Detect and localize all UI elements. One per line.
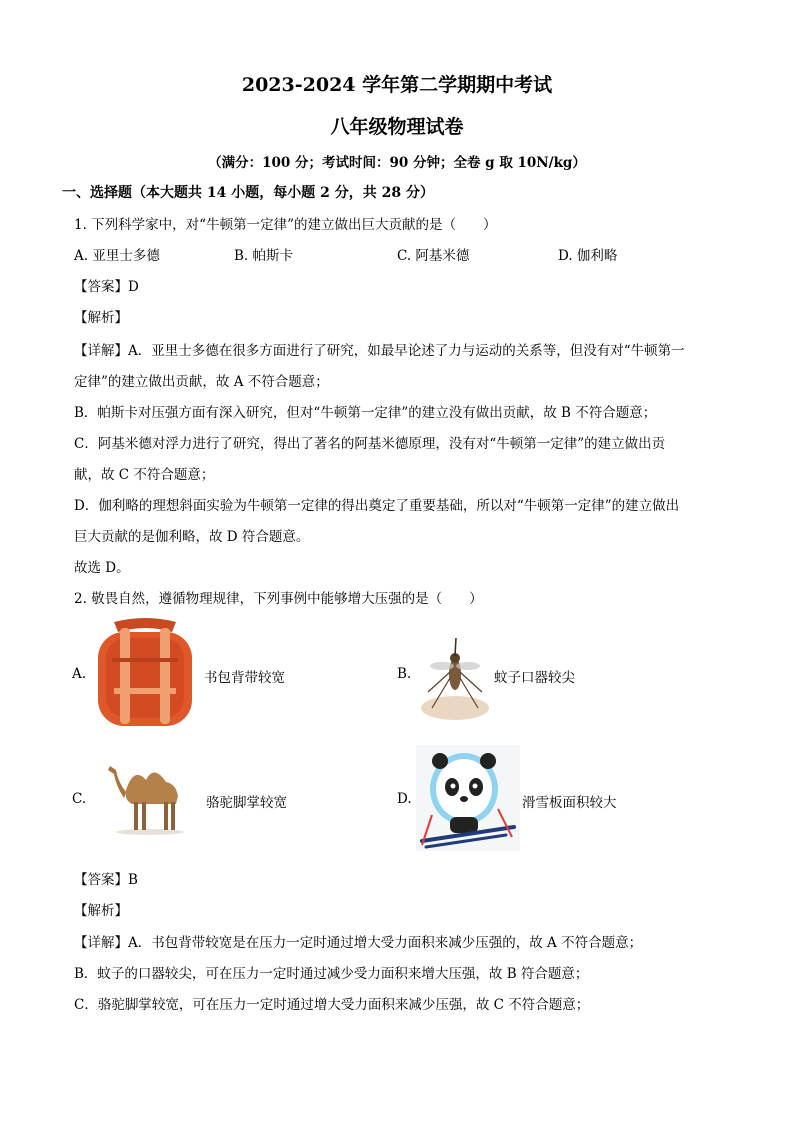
q2-option-a-caption: 书包背带较宽 <box>204 670 285 686</box>
q1-detail-line: D．伽利略的理想斜面实验为牛顿第一定律的得出奠定了重要基础，所以对“牛顿第一定律”的建立做出 <box>74 498 680 514</box>
q2-option-b-letter: B. <box>397 666 412 682</box>
q2-stem: 2. 敬畏自然，遵循物理规律，下列事例中能够增大压强的是（ ） <box>74 591 483 607</box>
q1-answer: 【答案】D <box>74 279 139 295</box>
exam-title: 2023-2024 学年第二学期期中考试 <box>241 74 553 96</box>
q1-detail-line: 故选 D。 <box>74 560 130 576</box>
exam-info: （满分：100 分；考试时间：90 分钟；全卷 g 取 10N/kg） <box>208 155 586 171</box>
backpack-image <box>92 618 198 730</box>
section-heading: 一、选择题（本大题共 14 小题，每小题 2 分，共 28 分） <box>62 185 434 201</box>
q2-detail-line: 【详解】A．书包背带较宽是在压力一定时通过增大受力面积来减少压强的，故 A 不符合题意； <box>74 935 643 951</box>
q2-detail-line: B．蚊子的口器较尖，可在压力一定时通过减少受力面积来增大压强，故 B 符合题意； <box>74 966 589 982</box>
mosquito-image <box>420 626 490 722</box>
exam-subtitle: 八年级物理试卷 <box>330 116 464 138</box>
q1-detail-line: 定律”的建立做出贡献，故 A 不符合题意； <box>74 374 329 390</box>
q1-detail-line: 献，故 C 不符合题意； <box>74 467 215 483</box>
q2-analysis-label: 【解析】 <box>74 903 128 919</box>
q1-detail-line: 巨大贡献的是伽利略，故 D 符合题意。 <box>74 529 310 545</box>
q1-analysis-label: 【解析】 <box>74 310 128 326</box>
q1-detail-line: 【详解】A．亚里士多德在很多方面进行了研究，如最早论述了力与运动的关系等，但没有对“牛顿第一 <box>74 343 685 359</box>
q1-option-b: B. 帕斯卡 <box>234 248 294 264</box>
q1-option-a: A. 亚里士多德 <box>74 248 160 264</box>
q2-option-c-letter: C. <box>72 791 87 807</box>
q2-option-d-caption: 滑雪板面积较大 <box>522 795 617 811</box>
q1-stem: 1. 下列科学家中，对“牛顿第一定律”的建立做出巨大贡献的是（ ） <box>74 217 497 233</box>
q2-option-a-letter: A. <box>72 666 87 682</box>
q2-option-b-caption: 蚊子口器较尖 <box>494 670 575 686</box>
q2-option-d-letter: D. <box>397 791 412 807</box>
q2-option-c-caption: 骆驼脚掌较宽 <box>206 795 287 811</box>
q1-option-c: C. 阿基米德 <box>397 248 470 264</box>
q1-detail-line: B．帕斯卡对压强方面有深入研究，但对“牛顿第一定律”的建立没有做出贡献，故 B 不符合题意； <box>74 405 657 421</box>
q1-option-d: D. 伽利略 <box>558 248 618 264</box>
q2-answer: 【答案】B <box>74 872 138 888</box>
ski-panda-image <box>416 745 520 851</box>
camel-image <box>104 752 192 836</box>
q1-detail-line: C．阿基米德对浮力进行了研究，得出了著名的阿基米德原理，没有对“牛顿第一定律”的建立做出贡 <box>74 436 666 452</box>
q2-detail-line: C．骆驼脚掌较宽，可在压力一定时通过增大受力面积来减少压强，故 C 不符合题意； <box>74 997 590 1013</box>
